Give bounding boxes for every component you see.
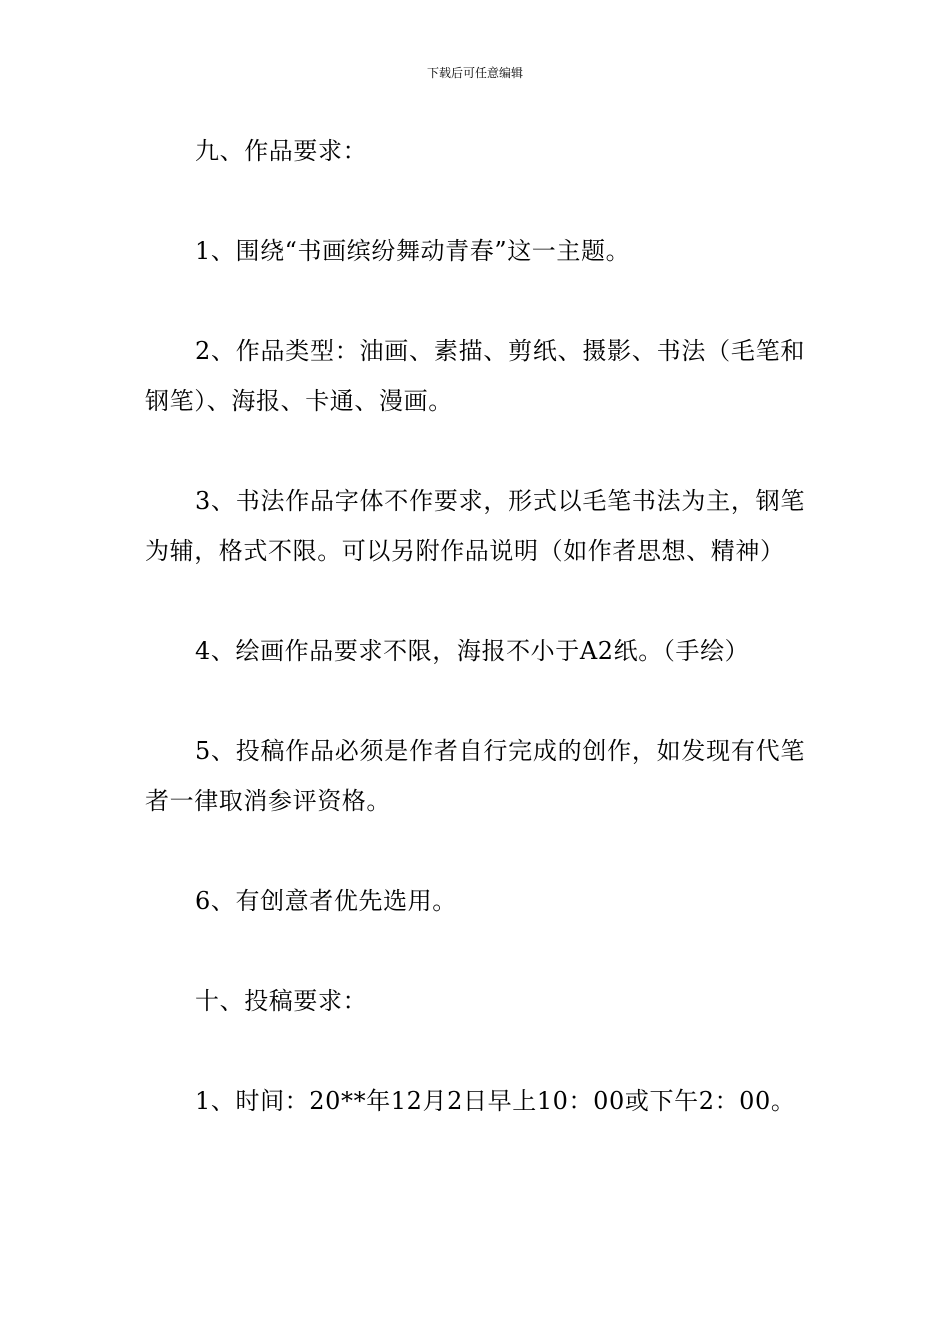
paragraph-item: 1、围绕“书画缤纷舞动青春”这一主题。: [195, 237, 631, 265]
paragraph-item: 6、有创意者优先选用。: [195, 887, 457, 915]
section-heading-works-requirements: 九、作品要求：: [195, 137, 368, 165]
paragraph-item: 4、绘画作品要求不限，海报不小于A2纸。（手绘）: [195, 637, 750, 665]
header-note: 下载后可任意编辑: [426, 66, 523, 80]
section-heading-submission-requirements: 十、投稿要求：: [195, 987, 368, 1015]
paragraph-item: 2、作品类型：油画、素描、剪纸、摄影、书法（毛笔和钢笔）、海报、卡通、漫画。: [145, 337, 805, 415]
paragraph-item: 1、时间：20**年12月2日早上10：00或下午2：00。: [195, 1087, 796, 1115]
document-body: [145, 126, 805, 1176]
paragraph-item: 3、书法作品字体不作要求，形式以毛笔书法为主，钢笔为辅，格式不限。可以另附作品说明（如作者思想、精神）: [145, 487, 805, 565]
paragraph-item: 5、投稿作品必须是作者自行完成的创作，如发现有代笔者一律取消参评资格。: [145, 737, 805, 815]
